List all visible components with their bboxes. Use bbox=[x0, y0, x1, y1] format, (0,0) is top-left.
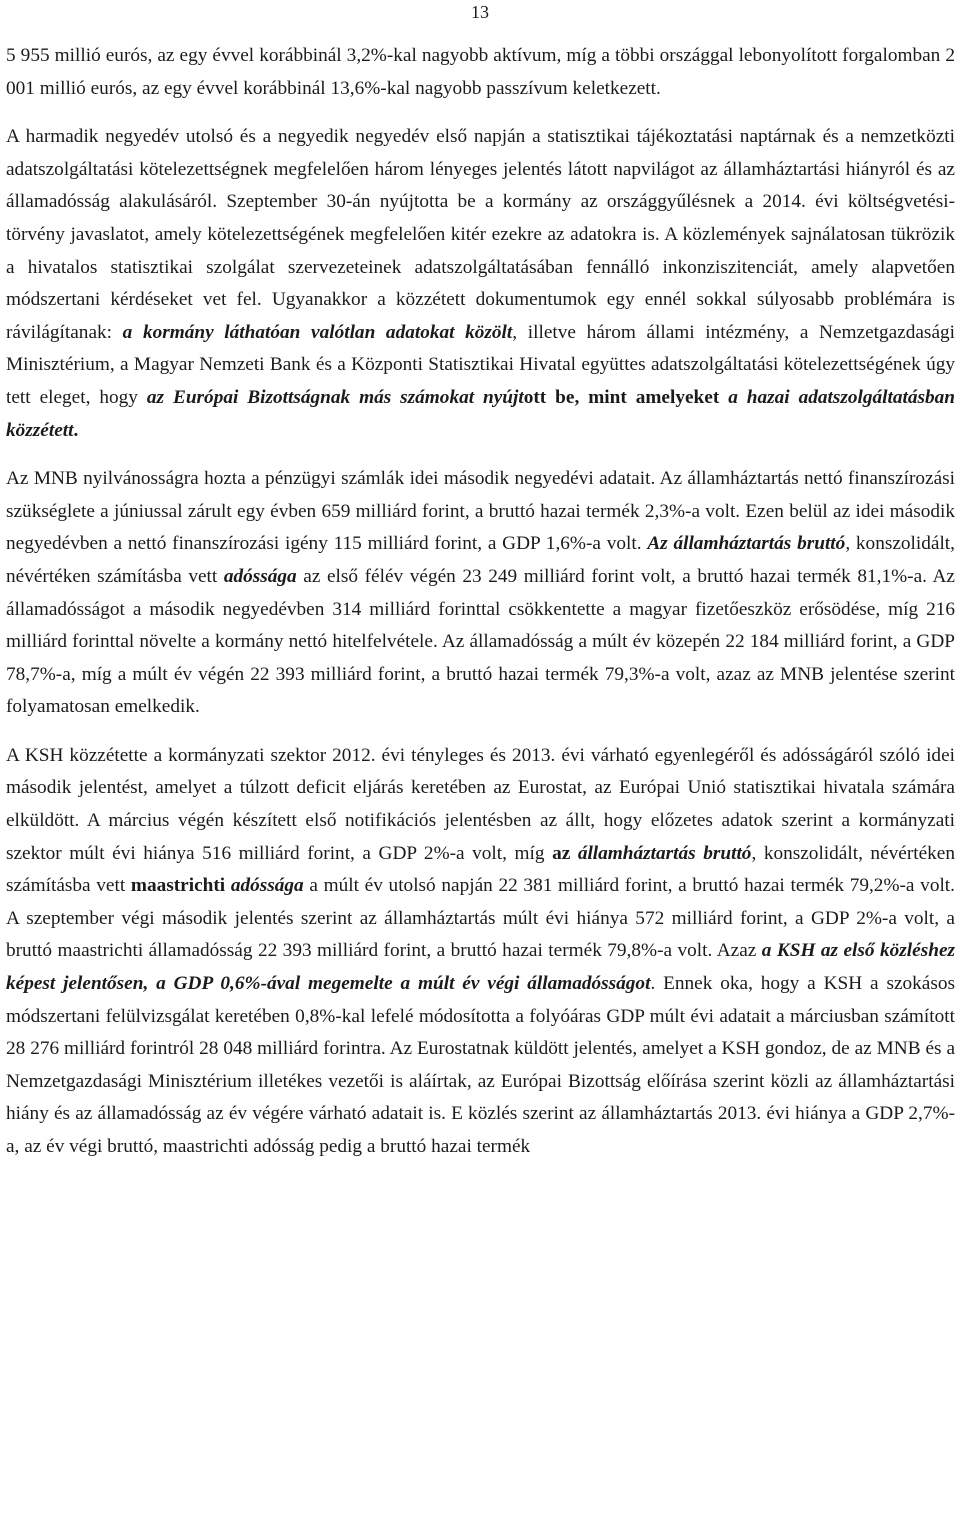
paragraph-3 bbox=[6, 463, 955, 724]
document-body bbox=[6, 40, 955, 1164]
text-span: adóssága bbox=[230, 875, 304, 897]
text-span: ott be, mint amelyeket bbox=[523, 386, 729, 408]
text-span: , konszolidált, névértéken számításba vett bbox=[6, 842, 956, 897]
text-span: Az államháztartás bruttó bbox=[647, 533, 846, 555]
text-span: . Ennek oka, hogy a KSH a szokásos módszertani felülvizsgálat keretében 0,8%-kal lefelé módosította a folyóáras GDP múlt évi adatait a márciusban számított 28 276 milliárd forintról 28 048 milliárd forintra. Az Eurostatnak küldött jelentés, amelyet a KSH gondoz, de az MNB és a Nemzetgazdasági Minisztérium illetékes vezetői is aláírtak, az Európai Bizottság előírása szerint közli az államháztartási hiány és az államadósság az év végére várható adatait is. E közlés szerint az államháztartás 2013. évi hiánya a GDP 2,7%-a, az év végi bruttó, maastrichti adósság pedig a bruttó hazai termék bbox=[6, 973, 955, 1157]
text-span: , illetve három állami intézmény, a Nemzetgazdasági Minisztérium, a Magyar Nemzeti Bank és a Központi Statisztikai Hivatal együttes adatszolgáltatási kötelezettségének úgy tett eleget, hogy bbox=[6, 321, 955, 408]
text-span: államháztartás bruttó bbox=[577, 842, 752, 864]
text-span: Az MNB nyilvánosságra hozta a pénzügyi számlák idei második negyedévi adatait. Az államháztartás nettó finanszírozási szükséglete a júniussal zárult egy évben 659 milliárd forint, a bruttó hazai termék 2,3%-a volt. Ezen belül az idei második negyedévben a nettó finanszírozási igény 115 milliárd forint, a GDP 1,6%-a volt. bbox=[6, 468, 955, 555]
text-span: A harmadik negyedév utolsó és a negyedik negyedév első napján a statisztikai tájékoztatási naptárnak és a nemzetközti adatszolgáltatási kötelezettségnek megfelelően három lényeges jelentés látott napvilágot az államháztartási hiányról és az államadósság alakulásáról. Szeptember 30-án nyújtotta be a kormány az országgyűlésnek a 2014. évi költségvetési-törvény javaslatot, amely kötelezettségének megfelelően kitér ezekre az adatokra is. A közlemények sajnálatosan tükrözik a hivatalos statisztikai szolgálat szervezeteinek adatszolgáltatásában fennálló inkonziszitenciát, amely alapvetően módszertani kérdéseket vet fel. Ugyanakkor a közzétett dokumentumok egy ennél sokkal súlyosabb problémára is rávilágítanak: bbox=[6, 126, 955, 343]
text-span: a KSH az első közléshez képest jelentősen, a GDP 0,6%-ával megemelte a múlt év végi államadósságot bbox=[6, 940, 955, 995]
text-span: az bbox=[552, 842, 578, 864]
paragraph-1 bbox=[6, 40, 955, 105]
text-span: 5 955 millió eurós, az egy évvel korábbinál 3,2%-kal nagyobb aktívum, míg a többi országgal lebonyolított forgalomban 2 001 millió eurós, az egy évvel korábbinál 13,6%-kal nagyobb passzívum keletkezett. bbox=[6, 45, 955, 99]
text-span: a múlt év utolsó napján 22 381 milliárd forint, a bruttó hazai termék 79,2%-a volt. A szeptember végi második jelentés szerint az államháztartás múlt évi hiánya 572 milliárd forint, a GDP 2%-a volt, a bruttó maastrichti államadósság 22 393 milliárd forint, a bruttó hazai termék 79,8%-a volt. Azaz bbox=[6, 875, 955, 962]
paragraph-2 bbox=[6, 121, 955, 447]
paragraph-4 bbox=[6, 740, 955, 1164]
text-span: a hazai adatszolgáltatásban közzétett bbox=[6, 386, 955, 441]
text-span: , konszolidált, névértéken számításba vett bbox=[6, 533, 955, 587]
text-span: az első félév végén 23 249 milliárd forint volt, a bruttó hazai termék 81,1%-a. Az államadósságot a második negyedévben 314 milliárd forinttal csökkentette a magyar fizetőeszköz erősödése, míg 216 milliárd forinttal növelte a kormány nettó hitelfelvétele. Az államadósság a múlt év közepén 22 184 milliárd forint, a GDP 78,7%-a, míg a múlt év végén 22 393 milliárd forint, a bruttó hazai termék 79,3%-a volt, azaz az MNB jelentése szerint folyamatosan emelkedik. bbox=[6, 565, 955, 718]
text-span: . bbox=[73, 419, 79, 441]
text-span: a kormány láthatóan valótlan adatokat közölt bbox=[122, 321, 513, 343]
page-number: 13 bbox=[471, 2, 489, 22]
text-span: A KSH közzétette a kormányzati szektor 2012. évi tényleges és 2013. évi várható egyenlegéről és adósságáról szóló idei második jelentést, amelyet a túlzott deficit eljárás keretében az Eurostat, az Európai Unió statisztikai hivatala számára elküldött. A március végén készített első notifikációs jelentésben az állt, hogy előzetes adatok szerint a kormányzati szektor múlt évi hiánya 516 milliárd forint, a GDP 2%-a volt, míg bbox=[6, 744, 955, 864]
text-span: az Európai Bizottságnak más számokat nyújt bbox=[146, 386, 524, 408]
text-span: adóssága bbox=[223, 565, 297, 587]
text-span: maastrichti bbox=[130, 875, 231, 897]
